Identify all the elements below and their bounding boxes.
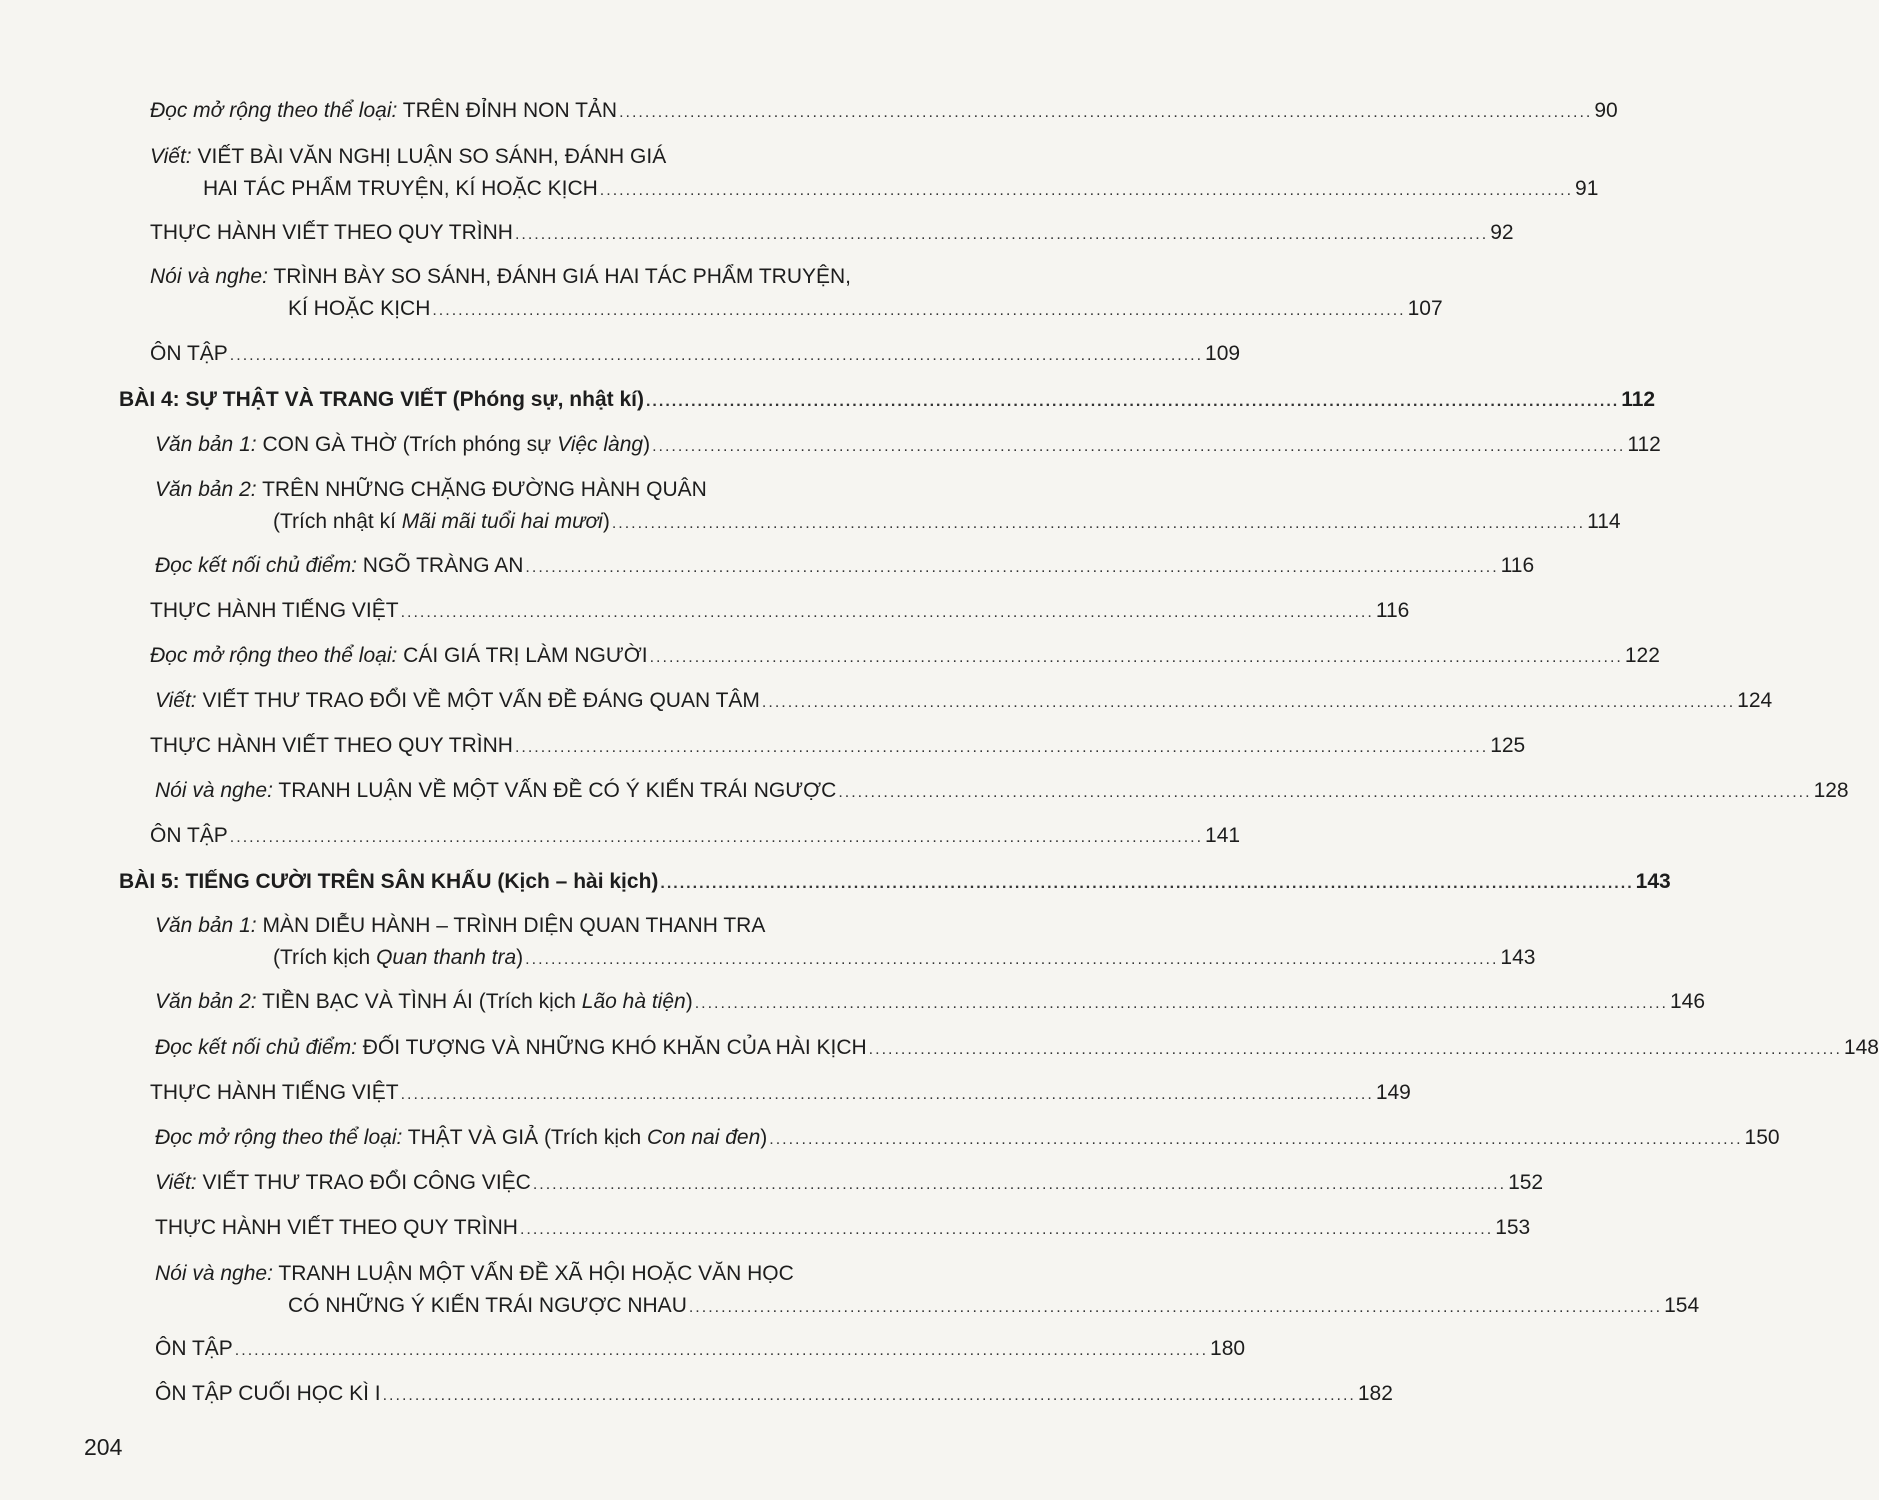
dot-leader: ....................................................................................................................................................... xyxy=(652,438,1626,455)
entry-label: Đọc mở rộng theo thể loại: xyxy=(155,1126,403,1149)
source-work-title: Quan thanh tra xyxy=(376,946,517,969)
page-number: 204 xyxy=(84,1434,123,1460)
dot-leader: ....................................................................................................................................................... xyxy=(400,604,1374,621)
entry-title: ÔN TẬP xyxy=(150,342,228,365)
toc-entry-thuc-hanh-viet xyxy=(155,1216,1531,1242)
toc-entry-doc-ket-noi-hai-kich xyxy=(155,1036,1879,1062)
entry-title: TRÊN ĐỈNH NON TẢN xyxy=(402,99,618,122)
dot-leader: ....................................................................................................................................................... xyxy=(532,1176,1507,1193)
entry-label: Viết: xyxy=(150,145,192,168)
entry-title: TRANH LUẬN VỀ MỘT VẤN ĐỀ CÓ Ý KIẾN TRÁI NGƯỢC xyxy=(278,779,837,802)
entry-page: 112 xyxy=(1621,388,1656,411)
toc-entry-doc-mo-rong-cai-gia-tri xyxy=(150,644,1660,670)
entry-label: Đọc kết nối chủ điểm: xyxy=(155,554,357,577)
dot-leader: ....................................................................................................................................................... xyxy=(761,694,1736,711)
dot-leader: ....................................................................................................................................................... xyxy=(688,1299,1663,1316)
toc-entry-thuc-hanh-viet xyxy=(150,221,1514,247)
entry-title: MÀN DIỄU HÀNH – TRÌNH DIỆN QUAN THANH TRA xyxy=(262,914,766,937)
entry-title-tail: ) xyxy=(516,946,524,969)
entry-page: 114 xyxy=(1587,510,1621,533)
dot-leader: ....................................................................................................................................................... xyxy=(229,829,1204,846)
dot-leader: ....................................................................................................................................................... xyxy=(599,182,1574,199)
entry-label: Viết: xyxy=(155,1171,197,1194)
entry-page: 128 xyxy=(1813,779,1849,802)
toc-entry-viet-nghi-luan-so-sanh xyxy=(150,145,1599,203)
source-work-title: Việc làng xyxy=(557,433,644,456)
dot-leader: ....................................................................................................................................................... xyxy=(525,951,1499,968)
dot-leader: ....................................................................................................................................................... xyxy=(514,226,1489,243)
entry-page: 92 xyxy=(1490,221,1514,244)
entry-page: 180 xyxy=(1210,1337,1246,1360)
entry-page: 122 xyxy=(1624,644,1660,667)
dot-leader: ....................................................................................................................................................... xyxy=(838,784,1812,801)
entry-title: VIẾT THƯ TRAO ĐỔI VỀ MỘT VẤN ĐỀ ĐÁNG QUAN TÂM xyxy=(202,689,760,712)
dot-leader: ....................................................................................................................................................... xyxy=(868,1041,1842,1058)
toc-entry-noi-va-nghe-tranh-luan xyxy=(155,779,1849,805)
entry-page: 116 xyxy=(1375,599,1410,622)
entry-label: Đọc mở rộng theo thể loại: xyxy=(150,99,398,122)
entry-title-continued: CÓ NHỮNG Ý KIẾN TRÁI NGƯỢC NHAU xyxy=(288,1294,687,1317)
toc-entry-viet-thu-trao-doi-van-de xyxy=(155,689,1773,715)
entry-page: 148 xyxy=(1843,1036,1879,1059)
dot-leader: ....................................................................................................................................................... xyxy=(645,393,1620,410)
entry-title: CON GÀ THỜ (Trích phóng sự xyxy=(262,433,558,456)
entry-page: 91 xyxy=(1575,177,1599,200)
entry-label: Văn bản 1: xyxy=(155,433,257,456)
dot-leader: ....................................................................................................................................................... xyxy=(660,875,1634,892)
entry-page: 153 xyxy=(1495,1216,1531,1239)
entry-title-tail: ) xyxy=(602,510,610,533)
toc-entry-on-tap-cuoi-hoc-ki xyxy=(155,1382,1393,1408)
dot-leader: ....................................................................................................................................................... xyxy=(432,302,1406,319)
entry-label: Viết: xyxy=(155,689,197,712)
toc-entry-doc-mo-rong-tren-dinh-non-tan xyxy=(150,99,1618,125)
entry-title: THẬT VÀ GIẢ (Trích kịch xyxy=(407,1126,647,1149)
entry-label: Nói và nghe: xyxy=(150,265,268,288)
entry-page: 125 xyxy=(1490,734,1526,757)
toc-entry-van-ban-2-tien-bac xyxy=(155,990,1706,1016)
toc-entry-doc-mo-rong-that-va-gia xyxy=(155,1126,1780,1152)
entry-page: 109 xyxy=(1205,342,1241,365)
toc-entry-thuc-hanh-tieng-viet xyxy=(150,1081,1411,1107)
dot-leader: ....................................................................................................................................................... xyxy=(619,104,1593,121)
entry-label: Nói và nghe: xyxy=(155,779,273,802)
entry-title: THỰC HÀNH VIẾT THEO QUY TRÌNH xyxy=(150,221,513,244)
entry-title: NGÕ TRÀNG AN xyxy=(362,554,524,577)
toc-entry-on-tap xyxy=(150,342,1241,368)
toc-entry-noi-va-nghe-trinh-bay xyxy=(150,265,1443,323)
entry-label: Văn bản 2: xyxy=(155,990,257,1013)
entry-title: ÔN TẬP xyxy=(150,824,228,847)
entry-title: TRANH LUẬN MỘT VẤN ĐỀ XÃ HỘI HOẶC VĂN HỌC xyxy=(278,1262,794,1285)
entry-title: THỰC HÀNH TIẾNG VIỆT xyxy=(150,1081,399,1104)
entry-title: THỰC HÀNH TIẾNG VIỆT xyxy=(150,599,399,622)
entry-title: THỰC HÀNH VIẾT THEO QUY TRÌNH xyxy=(150,734,513,757)
lesson-title: BÀI 4: SỰ THẬT VÀ TRANG VIẾT (Phóng sự, nhật kí) xyxy=(119,388,644,411)
toc-entry-doc-ket-noi-ngo-trang-an xyxy=(155,554,1535,580)
entry-page: 146 xyxy=(1669,990,1706,1013)
source-work-title: Lão hà tiện xyxy=(581,990,686,1013)
entry-label: Nói và nghe: xyxy=(155,1262,273,1285)
dot-leader: ....................................................................................................................................................... xyxy=(234,1342,1209,1359)
entry-page: 90 xyxy=(1594,99,1618,122)
entry-page: 143 xyxy=(1500,946,1536,969)
entry-title-tail: ) xyxy=(685,990,693,1013)
entry-page: 124 xyxy=(1737,689,1773,712)
entry-title: VIẾT BÀI VĂN NGHỊ LUẬN SO SÁNH, ĐÁNH GIÁ xyxy=(197,145,667,168)
source-work-title: Mãi mãi tuổi hai mươi xyxy=(401,510,603,533)
entry-label: Đọc kết nối chủ điểm: xyxy=(155,1036,357,1059)
entry-title: ĐỐI TƯỢNG VÀ NHỮNG KHÓ KHĂN CỦA HÀI KỊCH xyxy=(362,1036,867,1059)
dot-leader: ....................................................................................................................................................... xyxy=(229,347,1204,364)
toc-entry-van-ban-1-con-ga-tho xyxy=(155,433,1661,459)
toc-entry-viet-thu-trao-doi-cong-viec xyxy=(155,1171,1544,1197)
dot-leader: ....................................................................................................................................................... xyxy=(382,1387,1356,1404)
entry-title-continued: HAI TÁC PHẨM TRUYỆN, KÍ HOẶC KỊCH xyxy=(203,177,598,200)
entry-label: Đọc mở rộng theo thể loại: xyxy=(150,644,398,667)
entry-title-tail: ) xyxy=(760,1126,768,1149)
dot-leader: ....................................................................................................................................................... xyxy=(400,1086,1374,1103)
entry-page: 154 xyxy=(1664,1294,1700,1317)
entry-page: 150 xyxy=(1744,1126,1780,1149)
toc-lesson-heading-bai-4 xyxy=(119,388,1656,414)
entry-title: THỰC HÀNH VIẾT THEO QUY TRÌNH xyxy=(155,1216,518,1239)
entry-title-continued: (Trích nhật kí xyxy=(273,510,402,533)
entry-page: 143 xyxy=(1635,870,1671,893)
entry-title-continued: KÍ HOẶC KỊCH xyxy=(288,297,431,320)
toc-entry-van-ban-2-chang-duong xyxy=(155,478,1621,536)
entry-title: TIỀN BẠC VÀ TÌNH ÁI (Trích kịch xyxy=(262,990,582,1013)
dot-leader: ....................................................................................................................................................... xyxy=(611,515,1586,532)
dot-leader: ....................................................................................................................................................... xyxy=(769,1131,1743,1148)
entry-title-tail: ) xyxy=(643,433,651,456)
lesson-title: BÀI 5: TIẾNG CƯỜI TRÊN SÂN KHẤU (Kịch – hài kịch) xyxy=(119,870,659,893)
dot-leader: ....................................................................................................................................................... xyxy=(519,1221,1494,1238)
toc-lesson-heading-bai-5 xyxy=(119,870,1671,896)
entry-title: VIẾT THƯ TRAO ĐỔI CÔNG VIỆC xyxy=(202,1171,531,1194)
entry-title: CÁI GIÁ TRỊ LÀM NGƯỜI xyxy=(403,644,648,667)
entry-title: ÔN TẬP CUỐI HỌC KÌ I xyxy=(155,1382,381,1405)
entry-page: 107 xyxy=(1407,297,1443,320)
toc-entry-thuc-hanh-viet xyxy=(150,734,1526,760)
toc-entry-van-ban-1-man-dieu-hanh xyxy=(155,914,1536,972)
dot-leader: ....................................................................................................................................................... xyxy=(525,559,1499,576)
toc-entry-on-tap xyxy=(150,824,1241,850)
entry-title: TRÊN NHỮNG CHẶNG ĐƯỜNG HÀNH QUÂN xyxy=(262,478,707,501)
entry-label: Văn bản 1: xyxy=(155,914,257,937)
entry-title: TRÌNH BÀY SO SÁNH, ĐÁNH GIÁ HAI TÁC PHẨM TRUYỆN, xyxy=(273,265,851,288)
entry-page: 182 xyxy=(1357,1382,1393,1405)
entry-page: 152 xyxy=(1508,1171,1544,1194)
toc-entry-noi-va-nghe-xa-hoi xyxy=(155,1262,1700,1320)
entry-title-continued: (Trích kịch xyxy=(273,946,377,969)
dot-leader: ....................................................................................................................................................... xyxy=(649,649,1623,666)
entry-page: 116 xyxy=(1500,554,1535,577)
entry-page: 141 xyxy=(1205,824,1241,847)
entry-title: ÔN TẬP xyxy=(155,1337,233,1360)
dot-leader: ....................................................................................................................................................... xyxy=(514,739,1489,756)
entry-page: 149 xyxy=(1375,1081,1411,1104)
toc-entry-thuc-hanh-tieng-viet xyxy=(150,599,1410,625)
entry-page: 112 xyxy=(1627,433,1661,456)
entry-label: Văn bản 2: xyxy=(155,478,257,501)
toc-entry-on-tap xyxy=(155,1337,1246,1363)
dot-leader: ....................................................................................................................................................... xyxy=(694,995,1668,1012)
source-work-title: Con nai đen xyxy=(647,1126,761,1149)
